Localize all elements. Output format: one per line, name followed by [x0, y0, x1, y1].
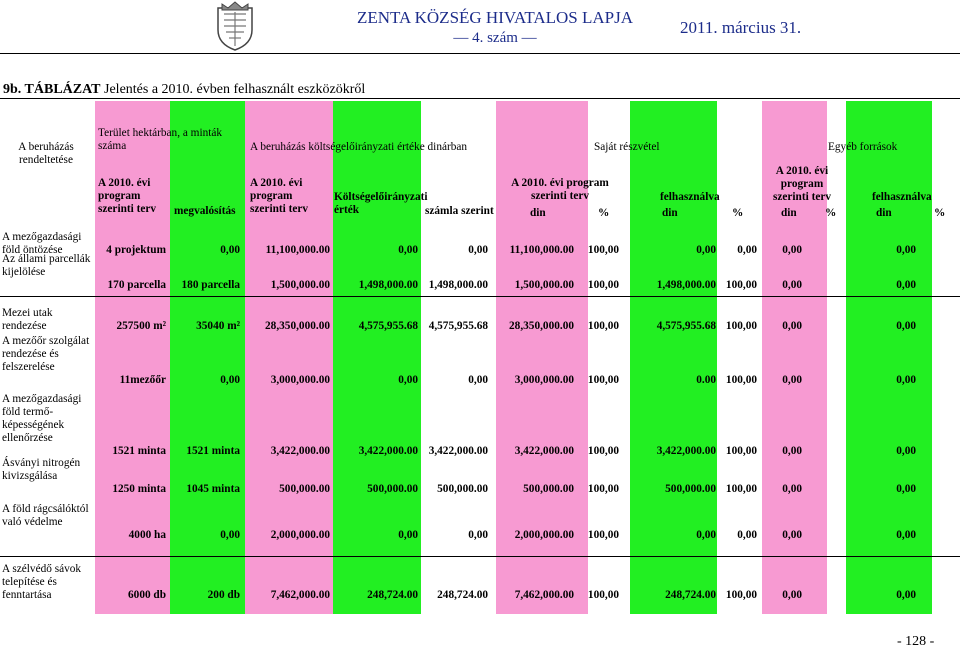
cell-real: 1521 minta: [186, 445, 240, 457]
cell-oth-used: 0,00: [896, 445, 916, 457]
cell-invoice: 0,00: [468, 529, 488, 541]
cell-plan: 1250 minta: [112, 483, 166, 495]
cell-own-plan-pct: 100,00: [587, 320, 619, 332]
head-budget: A beruházás költségelőirányzati értéke dinárban: [250, 141, 468, 153]
cell-real: 1045 minta: [186, 483, 240, 495]
cell-own-plan-pct: 100,00: [587, 589, 619, 601]
unit-pct-4: %: [934, 207, 946, 219]
head-own: Saját részvétel: [594, 141, 660, 153]
head-other: Egyéb források: [828, 141, 898, 153]
cell-oth-plan: 0,00: [782, 244, 802, 256]
table-description: Jelentés a 2010. évben felhasznált eszközökről: [104, 82, 366, 97]
cell-own-used: 0.00: [696, 374, 716, 386]
row-divider: [0, 556, 960, 557]
cell-own-plan: 3,000,000.00: [514, 374, 574, 386]
publication-title: ZENTA KÖZSÉG HIVATALOS LAPJA: [356, 8, 634, 27]
cell-plan-budget: 2,000,000.00: [270, 529, 330, 541]
cell-plan-budget: 1,500,000.00: [270, 279, 330, 291]
unit-din-4: din: [876, 207, 892, 219]
head-used-other: felhasználva: [872, 191, 932, 203]
row-label: A szélvédő sávok telepítése és fenntartása: [2, 563, 82, 601]
cell-oth-plan: 0,00: [782, 589, 802, 601]
cell-plan: 4000 ha: [128, 529, 166, 541]
cell-plan-budget: 11,100,000.00: [265, 244, 330, 256]
cell-real: 35040 m²: [196, 320, 240, 332]
cell-plan: 1521 minta: [112, 445, 166, 457]
cell-own-used-pct: 100,00: [725, 483, 757, 495]
cell-invoice: 3,422,000.00: [428, 445, 488, 457]
cell-own-used-pct: 100,00: [725, 589, 757, 601]
cell-oth-used: 0,00: [896, 374, 916, 386]
cell-own-plan-pct: 100,00: [587, 483, 619, 495]
cell-real: 0,00: [220, 244, 240, 256]
head-plan-area: A 2010. évi program szerinti terv: [98, 177, 157, 215]
cell-own-plan-pct: 100,00: [587, 244, 619, 256]
head-plan-budget: A 2010. évi program szerinti terv: [250, 177, 309, 215]
cell-oth-used: 0,00: [896, 529, 916, 541]
cell-own-plan: 500,000.00: [523, 483, 574, 495]
row-label: Az állami parcellák kijelölése: [2, 253, 91, 278]
cell-own-plan-pct: 100,00: [587, 279, 619, 291]
cell-own-plan-pct: 100,00: [587, 445, 619, 457]
cell-est: 1,498,000.00: [358, 279, 418, 291]
cell-plan-budget: 3,422,000.00: [270, 445, 330, 457]
row-label: A mezőgazdasági föld termő-képességének ellenőrzése: [2, 393, 82, 444]
cell-est: 0,00: [398, 529, 418, 541]
table-caption: [3, 82, 365, 98]
cell-real: 200 db: [207, 589, 240, 601]
head-used-own: felhasználva: [660, 191, 720, 203]
cell-plan-budget: 28,350,000.00: [265, 320, 330, 332]
cell-oth-plan: 0,00: [782, 483, 802, 495]
cell-own-used-pct: 100,00: [725, 320, 757, 332]
cell-oth-plan: 0,00: [782, 279, 802, 291]
cell-own-plan-pct: 100,00: [587, 374, 619, 386]
cell-plan: 257500 m²: [116, 320, 166, 332]
cell-oth-used: 0,00: [896, 589, 916, 601]
cell-plan: 170 parcella: [107, 279, 166, 291]
publication-date: 2011. március 31.: [680, 18, 802, 37]
cell-oth-used: 0,00: [896, 279, 916, 291]
cell-own-used: 248,724.00: [665, 589, 716, 601]
cell-own-plan: 1,500,000.00: [514, 279, 574, 291]
unit-din-2: din: [662, 207, 678, 219]
cell-real: 180 parcella: [181, 279, 240, 291]
cell-oth-used: 0,00: [896, 244, 916, 256]
cell-own-used: 0,00: [696, 244, 716, 256]
issue-number: — 4. szám —: [453, 30, 537, 46]
coat-of-arms-icon: [214, 0, 256, 52]
cell-real: 0,00: [220, 374, 240, 386]
row-divider: [0, 296, 960, 297]
report-table: [0, 101, 960, 621]
cell-own-used-pct: 100,00: [725, 279, 757, 291]
head-invoice: számla szerint: [425, 205, 494, 217]
row-label: Ásványi nitrogén kivizsgálása: [2, 457, 81, 482]
cell-est: 0,00: [398, 374, 418, 386]
cell-own-used: 0,00: [696, 529, 716, 541]
table-label: 9b. TÁBLÁZAT: [3, 82, 101, 97]
cell-oth-plan: 0,00: [782, 445, 802, 457]
cell-est: 4,575,955.68: [358, 320, 418, 332]
cell-oth-plan: 0,00: [782, 320, 802, 332]
cell-own-used: 3,422,000.00: [656, 445, 716, 457]
row-label: A mezőőr szolgálat rendezése és felszerelése: [2, 335, 90, 373]
cell-invoice: 0,00: [468, 374, 488, 386]
cell-own-used-pct: 100,00: [725, 374, 757, 386]
unit-din-3: din: [781, 207, 797, 219]
cell-invoice: 248,724.00: [437, 589, 488, 601]
cell-invoice: 0,00: [468, 244, 488, 256]
head-plan-own: A 2010. évi program szerinti terv: [511, 177, 609, 202]
header-divider: [0, 53, 960, 54]
head-area: Terület hektárban, a minták száma: [98, 127, 223, 152]
cell-plan: 4 projektum: [106, 244, 166, 256]
head-plan-other: A 2010. évi program szerinti terv: [772, 165, 832, 203]
head-est-value: Költségelőirányzati érték: [334, 191, 428, 216]
cell-real: 0,00: [220, 529, 240, 541]
cell-invoice: 500,000.00: [437, 483, 488, 495]
cell-own-used-pct: 100,00: [725, 445, 757, 457]
unit-pct-2: %: [732, 207, 744, 219]
head-real-area: megvalósítás: [174, 205, 236, 217]
unit-pct-3: %: [825, 207, 837, 219]
cell-plan-budget: 3,000,000.00: [270, 374, 330, 386]
cell-plan-budget: 7,462,000.00: [270, 589, 330, 601]
cell-oth-plan: 0,00: [782, 529, 802, 541]
cell-est: 248,724.00: [367, 589, 418, 601]
cell-est: 0,00: [398, 244, 418, 256]
cell-own-plan-pct: 100,00: [587, 529, 619, 541]
row-label: A föld rágcsálóktól való védelme: [2, 503, 89, 528]
cell-own-plan: 7,462,000.00: [514, 589, 574, 601]
cell-own-used-pct: 0,00: [737, 529, 757, 541]
head-purpose: A beruházás rendeltetése: [18, 141, 74, 166]
caption-divider: [0, 98, 960, 99]
cell-own-used: 4,575,955.68: [656, 320, 716, 332]
cell-plan: 6000 db: [128, 589, 166, 601]
cell-invoice: 1,498,000.00: [428, 279, 488, 291]
cell-est: 3,422,000.00: [358, 445, 418, 457]
cell-own-plan: 11,100,000.00: [509, 244, 574, 256]
cell-plan: 11mezőőr: [119, 374, 166, 386]
cell-oth-used: 0,00: [896, 483, 916, 495]
unit-pct-1: %: [598, 207, 610, 219]
cell-own-plan: 2,000,000.00: [514, 529, 574, 541]
cell-oth-used: 0,00: [896, 320, 916, 332]
cell-own-used: 1,498,000.00: [656, 279, 716, 291]
unit-din-1: din: [530, 207, 546, 219]
cell-own-plan: 3,422,000.00: [514, 445, 574, 457]
cell-own-used-pct: 0,00: [737, 244, 757, 256]
cell-own-plan: 28,350,000.00: [509, 320, 574, 332]
cell-own-used: 500,000.00: [665, 483, 716, 495]
cell-oth-plan: 0,00: [782, 374, 802, 386]
cell-est: 500,000.00: [367, 483, 418, 495]
cell-plan-budget: 500,000.00: [279, 483, 330, 495]
page-number: - 128 -: [897, 634, 935, 649]
row-label: Mezei utak rendezése: [2, 307, 53, 332]
row-label: A mezőgazdasági föld öntözése: [2, 231, 82, 256]
cell-invoice: 4,575,955.68: [428, 320, 488, 332]
